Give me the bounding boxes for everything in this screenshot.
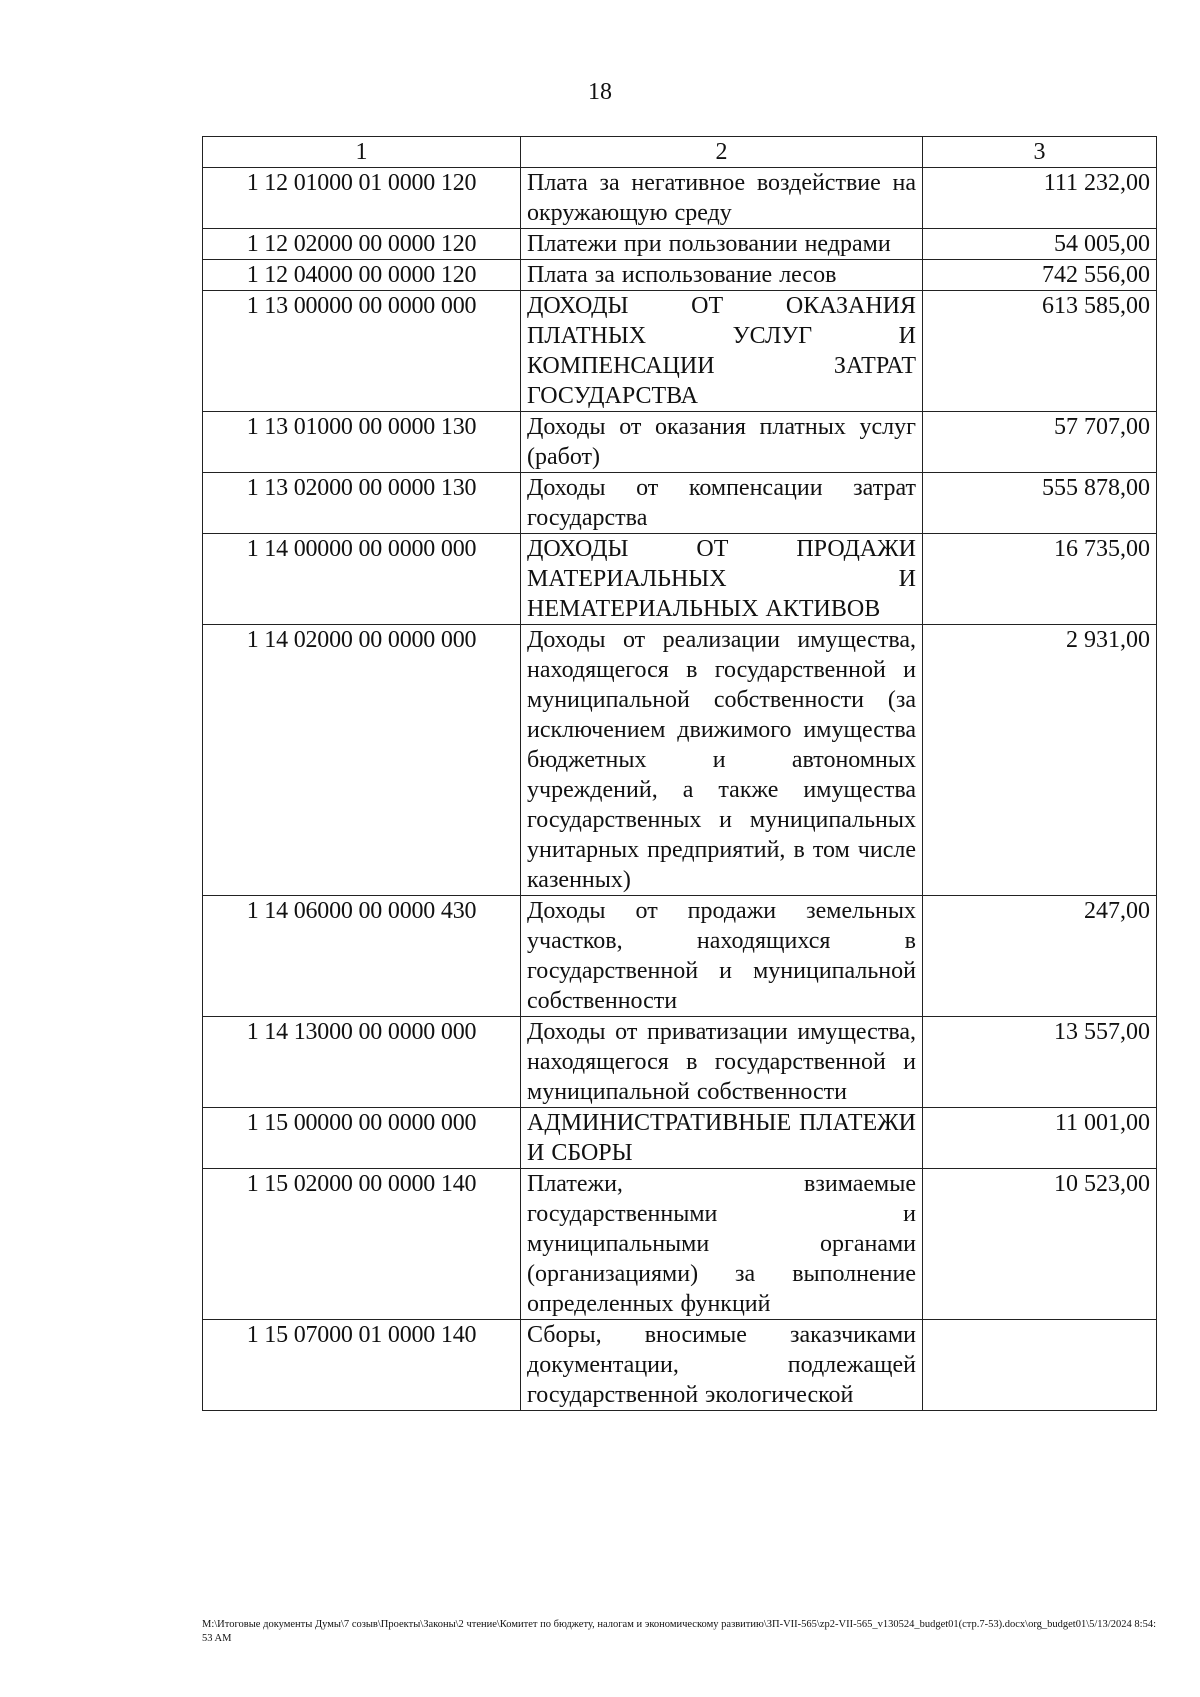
row-amount: 247,00 <box>923 896 1157 1017</box>
row-name: Доходы от компенсации затрат государства <box>521 473 923 534</box>
table-row <box>203 1108 1157 1169</box>
file-path-footer: M:\Итоговые документы Думы\7 созыв\Проекты\Законы\2 чтение\Комитет по бюджету, налогам и экономическому развитию\ЗП-VII-565\zp2-VII-565_v130524_budget01(стр.7-53).docx\org_budget01\5/13/2024 8:54:53 AM <box>202 1619 1156 1644</box>
row-amount: 10 523,00 <box>923 1169 1157 1320</box>
row-name: Платежи при пользовании недрами <box>521 229 923 260</box>
table-row <box>203 260 1157 291</box>
table-row <box>203 168 1157 229</box>
row-code: 1 12 01000 01 0000 120 <box>203 168 521 229</box>
row-code: 1 12 04000 00 0000 120 <box>203 260 521 291</box>
row-amount: 111 232,00 <box>923 168 1157 229</box>
row-code: 1 13 01000 00 0000 130 <box>203 412 521 473</box>
row-code: 1 13 00000 00 0000 000 <box>203 291 521 412</box>
row-name: ДОХОДЫ ОТ ОКАЗАНИЯ ПЛАТНЫХ УСЛУГ И КОМПЕНСАЦИИ ЗАТРАТ ГОСУДАРСТВА <box>521 291 923 412</box>
row-code: 1 14 02000 00 0000 000 <box>203 625 521 896</box>
table-row <box>203 896 1157 1017</box>
table-row <box>203 625 1157 896</box>
row-code: 1 15 07000 01 0000 140 <box>203 1320 521 1411</box>
table-header-row <box>203 137 1157 168</box>
row-name: Плата за использование лесов <box>521 260 923 291</box>
row-name: Платежи, взимаемые государственными и муниципальными органами (организациями) за выполнение определенных функций <box>521 1169 923 1320</box>
row-amount: 555 878,00 <box>923 473 1157 534</box>
revenue-table <box>202 136 1157 1411</box>
row-name: Доходы от приватизации имущества, находящегося в государственной и муниципальной собственности <box>521 1017 923 1108</box>
row-code: 1 13 02000 00 0000 130 <box>203 473 521 534</box>
column-header-name: 2 <box>521 137 923 168</box>
table-row <box>203 1017 1157 1108</box>
table-row <box>203 534 1157 625</box>
row-name: Сборы, вносимые заказчиками документации, подлежащей государственной экологической <box>521 1320 923 1411</box>
row-name: Доходы от продажи земельных участков, находящихся в государственной и муниципальной собственности <box>521 896 923 1017</box>
table-body <box>203 168 1157 1411</box>
row-amount: 13 557,00 <box>923 1017 1157 1108</box>
table-row <box>203 1169 1157 1320</box>
table-row <box>203 412 1157 473</box>
table-row <box>203 473 1157 534</box>
row-amount: 742 556,00 <box>923 260 1157 291</box>
row-name: ДОХОДЫ ОТ ПРОДАЖИ МАТЕРИАЛЬНЫХ И НЕМАТЕРИАЛЬНЫХ АКТИВОВ <box>521 534 923 625</box>
row-code: 1 14 06000 00 0000 430 <box>203 896 521 1017</box>
row-name: АДМИНИСТРАТИВНЫЕ ПЛАТЕЖИ И СБОРЫ <box>521 1108 923 1169</box>
row-amount: 16 735,00 <box>923 534 1157 625</box>
row-amount <box>923 1320 1157 1411</box>
column-header-code: 1 <box>203 137 521 168</box>
row-code: 1 15 00000 00 0000 000 <box>203 1108 521 1169</box>
row-amount: 57 707,00 <box>923 412 1157 473</box>
row-name: Доходы от реализации имущества, находящегося в государственной и муниципальной собственности (за исключением движимого имущества бюджетных и автономных учреждений, а также имущества государственных и муниципальных унитарных предприятий, в том числе казенных) <box>521 625 923 896</box>
row-code: 1 12 02000 00 0000 120 <box>203 229 521 260</box>
row-amount: 54 005,00 <box>923 229 1157 260</box>
table-row <box>203 1320 1157 1411</box>
column-header-amount: 3 <box>923 137 1157 168</box>
page-number: 18 <box>588 79 612 105</box>
row-name: Плата за негативное воздействие на окружающую среду <box>521 168 923 229</box>
row-amount: 613 585,00 <box>923 291 1157 412</box>
row-code: 1 14 13000 00 0000 000 <box>203 1017 521 1108</box>
row-amount: 11 001,00 <box>923 1108 1157 1169</box>
row-amount: 2 931,00 <box>923 625 1157 896</box>
table-row <box>203 291 1157 412</box>
table-row <box>203 229 1157 260</box>
row-code: 1 15 02000 00 0000 140 <box>203 1169 521 1320</box>
row-code: 1 14 00000 00 0000 000 <box>203 534 521 625</box>
row-name: Доходы от оказания платных услуг (работ) <box>521 412 923 473</box>
